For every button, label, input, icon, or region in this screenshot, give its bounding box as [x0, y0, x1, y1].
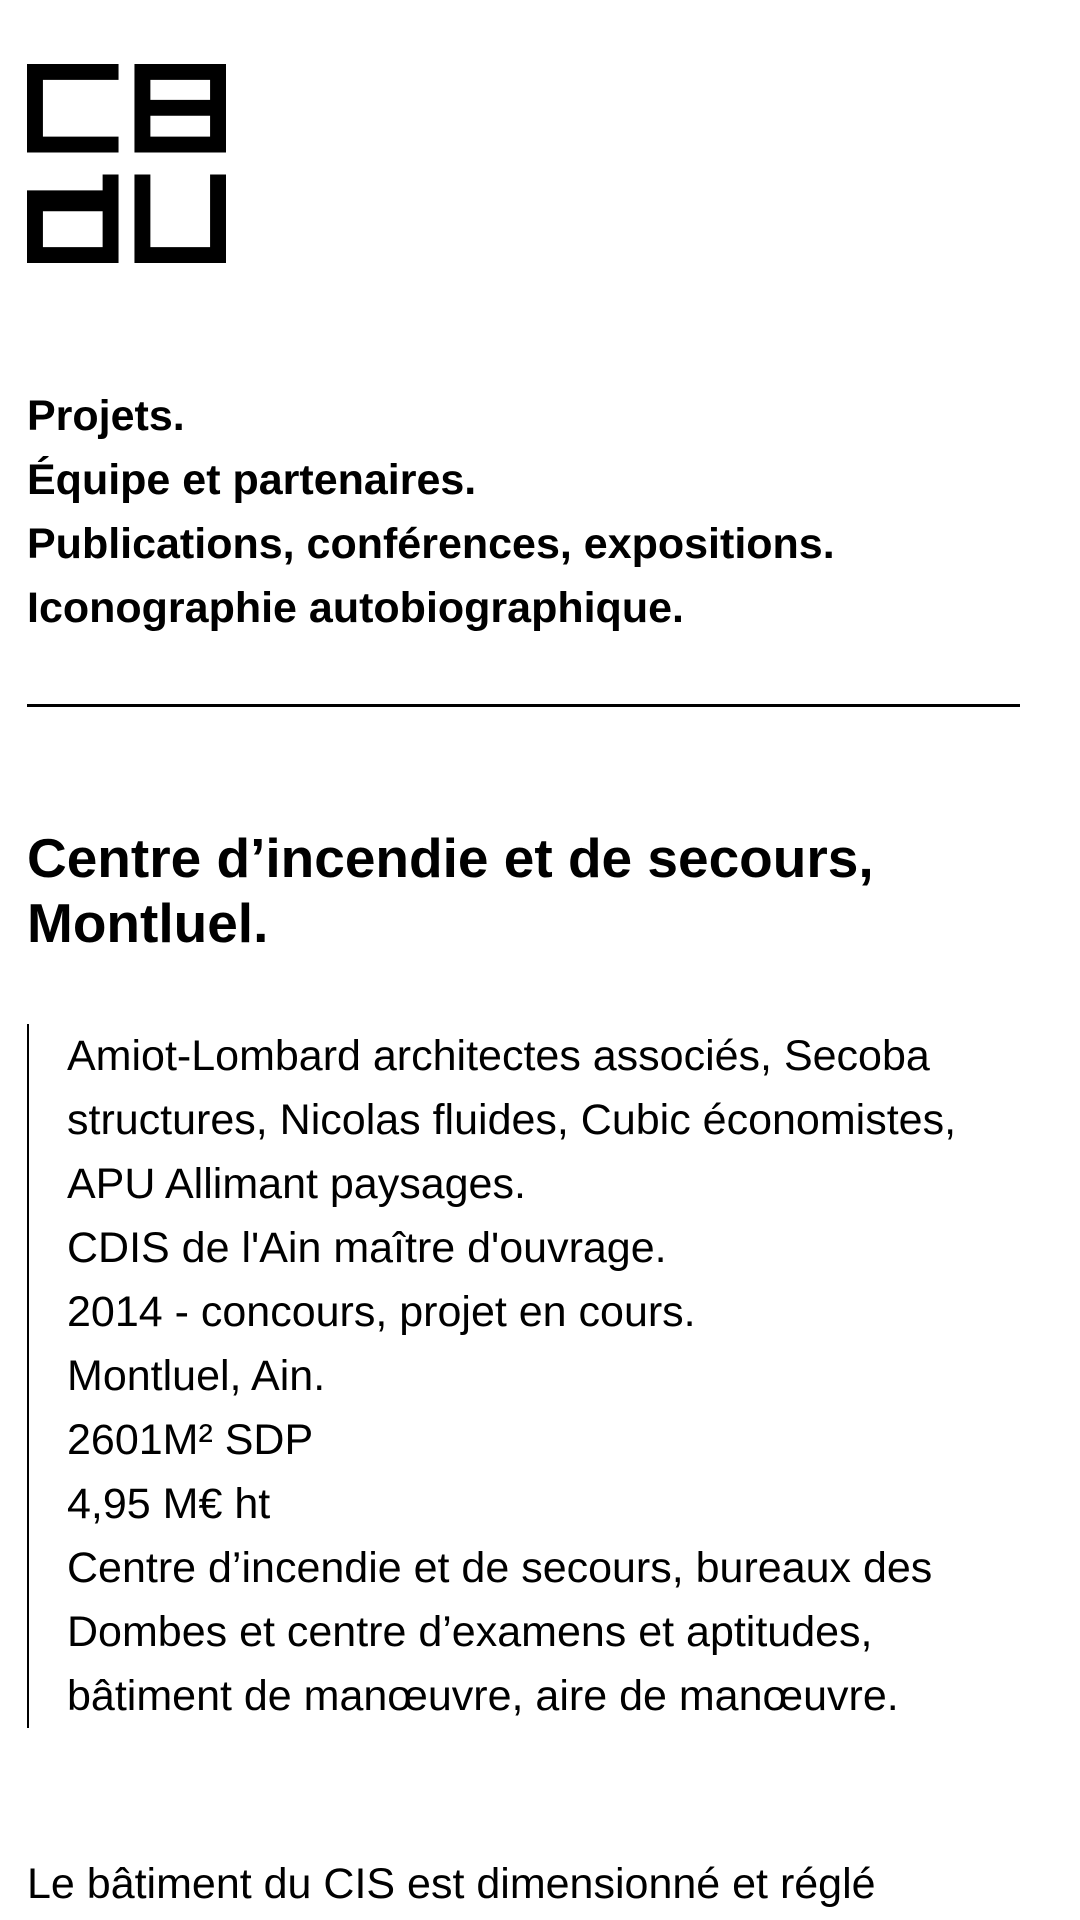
- project-client: CDIS de l'Ain maître d'ouvrage.: [67, 1224, 667, 1272]
- project-cost: 4,95 M€ ht: [67, 1480, 271, 1528]
- project-title-line2: Montluel.: [27, 892, 269, 954]
- project-team: Amiot-Lombard architectes associés, Secoba structures, Nicolas fluides, Cubic économistes, APU Allimant paysages.: [67, 1032, 957, 1208]
- project-title: [27, 826, 1037, 956]
- main-nav: [27, 384, 835, 640]
- nav-item-publications[interactable]: Publications, conférences, expositions.: [27, 520, 835, 568]
- project-surface: 2601M² SDP: [67, 1416, 314, 1464]
- project-program: Centre d’incendie et de secours, bureaux des Dombes et centre d’examens et aptitudes, bâtiment de manœuvre, aire de manœuvre.: [67, 1544, 933, 1720]
- project-description: Le bâtiment du CIS est dimensionné et réglé: [27, 1860, 876, 1908]
- project-title-line1: Centre d’incendie et de secours,: [27, 827, 874, 889]
- project-status: 2014 - concours, projet en cours.: [67, 1288, 696, 1336]
- gbau-logo[interactable]: [27, 64, 226, 263]
- divider: [27, 704, 1020, 707]
- nav-item-projets[interactable]: Projets.: [27, 392, 185, 440]
- gbau-logo-icon: [27, 64, 226, 263]
- project-location: Montluel, Ain.: [67, 1352, 326, 1400]
- nav-item-equipe[interactable]: Équipe et partenaires.: [27, 456, 477, 504]
- nav-item-iconographie[interactable]: Iconographie autobiographique.: [27, 584, 684, 632]
- project-details: [27, 1024, 1017, 1728]
